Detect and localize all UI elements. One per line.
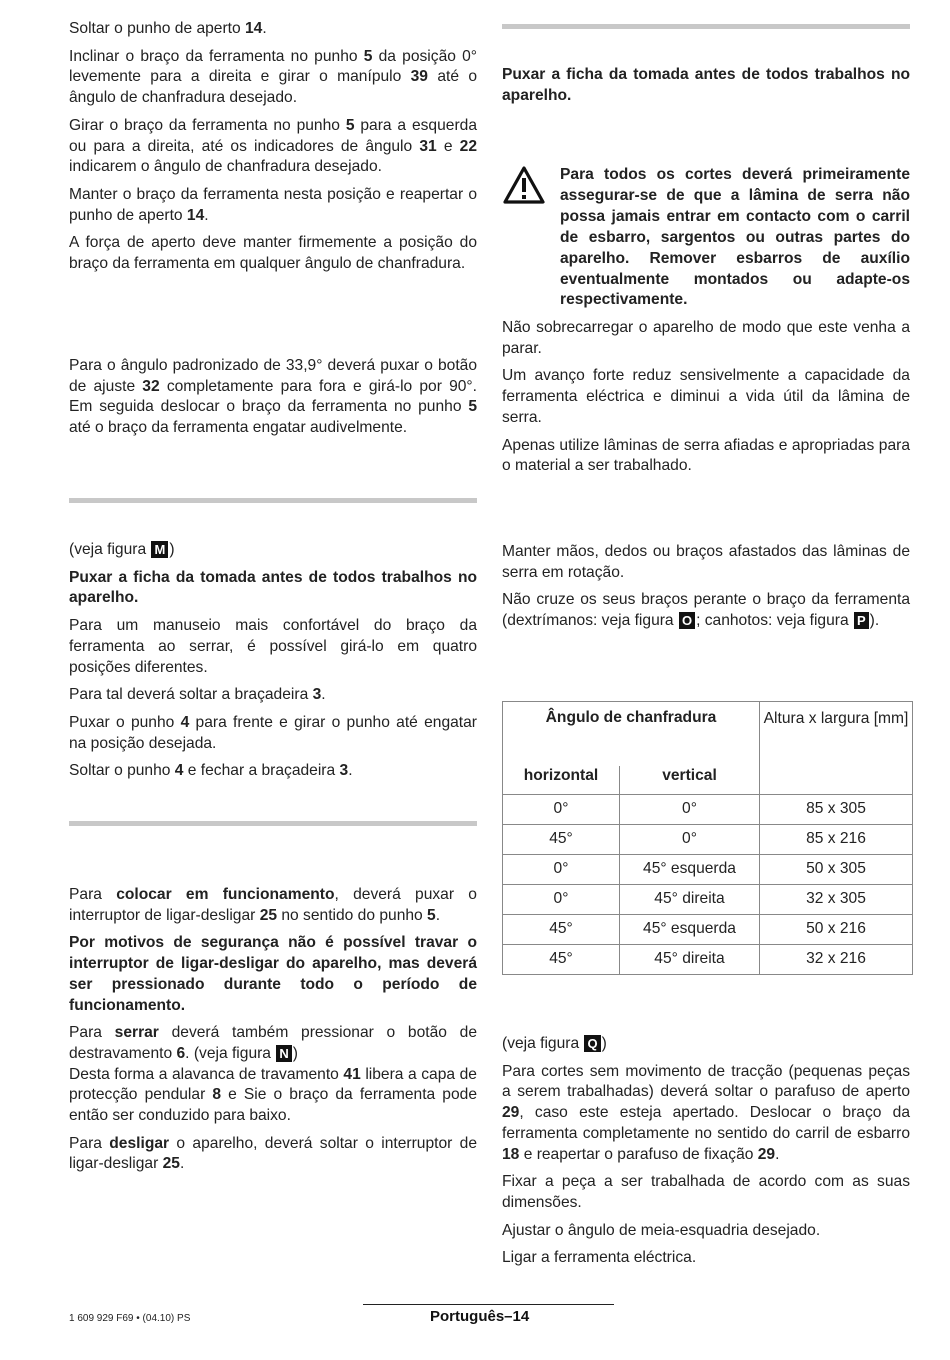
paragraph xyxy=(69,713,477,754)
bold-text: 4 xyxy=(174,762,184,780)
paragraph xyxy=(69,1023,477,1127)
left-block-posicao-punho xyxy=(69,540,477,789)
text-run: . xyxy=(435,906,441,924)
table-row xyxy=(503,885,913,915)
paragraph xyxy=(69,685,477,706)
cell-size: 50 x 216 xyxy=(760,915,913,945)
bold-text: desligar xyxy=(109,1134,170,1152)
text-run: ) xyxy=(169,541,175,558)
paragraph xyxy=(69,116,477,178)
text-run: deverá também pressionar o botão de destravamento xyxy=(69,1024,477,1062)
figure-reference-badge: N xyxy=(276,1045,291,1062)
paragraph xyxy=(69,616,477,678)
bold-text: 18 xyxy=(502,1145,520,1163)
text-run: Manter o braço da ferramenta nesta posição e reapertar o punho de aperto xyxy=(69,185,477,224)
text-run: Para cortes sem movimento de tracção (pequenas peças a serem trabalhadas) deverá soltar o parafuso de aperto xyxy=(502,1062,910,1101)
text-run: . xyxy=(262,20,267,37)
cell-vertical: 45° direita xyxy=(620,945,760,975)
text-run: e fechar a braçadeira xyxy=(183,762,340,780)
text-run: e xyxy=(436,137,460,155)
paragraph xyxy=(502,65,910,106)
text-run: , deverá puxar o interruptor de ligar-desligar xyxy=(69,886,477,924)
bold-text: 25 xyxy=(259,906,278,924)
paragraph xyxy=(69,885,477,926)
bold-text: colocar em funcionamento xyxy=(116,886,335,903)
bold-text: 39 xyxy=(410,68,428,86)
text-run: (veja figura xyxy=(502,1035,584,1052)
cell-vertical: 0° xyxy=(620,795,760,825)
text-run: ). xyxy=(869,612,880,630)
footer-rule xyxy=(363,1304,614,1305)
bold-text: 5 xyxy=(345,116,355,134)
text-run: (veja figura xyxy=(69,541,151,558)
paragraph xyxy=(69,356,477,439)
left-block-funcionamento xyxy=(69,885,477,1182)
text-run: Para tal deverá soltar a braçadeira xyxy=(69,686,313,704)
text-run: para a esquerda ou para a direita, até os indicadores de ângulo xyxy=(69,116,477,155)
table-header-horizontal: horizontal xyxy=(503,766,620,795)
right-block-ficha xyxy=(502,65,910,113)
bold-text: 5 xyxy=(363,47,373,65)
text-run: Girar o braço da ferramenta no punho xyxy=(69,116,346,134)
capacity-table xyxy=(502,701,913,975)
text-run: Para xyxy=(69,886,117,903)
bold-text: 29 xyxy=(757,1145,776,1163)
text-run: e reapertar o parafuso de fixação xyxy=(519,1145,758,1163)
cell-horizontal: 0° xyxy=(503,885,620,915)
table-header-size-text: Altura x largura [mm] xyxy=(763,710,909,727)
text-run: Não cruze os seus braços perante o braço da ferramenta (dextrímanos: veja figura xyxy=(502,591,910,630)
bold-text: 22 xyxy=(459,137,478,155)
cell-horizontal: 0° xyxy=(503,795,620,825)
bold-text: 5 xyxy=(468,398,477,416)
paragraph xyxy=(502,366,910,428)
text-run: libera a capa de protecção pendular xyxy=(69,1065,477,1104)
text-run: Ajustar o ângulo de meia-esquadria desejado. xyxy=(502,1221,821,1239)
text-run: Apenas utilize lâminas de serra afiadas e apropriadas para o material a ser trabalhado. xyxy=(502,436,910,475)
table-row xyxy=(503,795,913,825)
bold-text: 5 xyxy=(427,906,436,924)
text-run: Soltar o punho de aperto xyxy=(69,20,245,37)
section-divider xyxy=(69,498,477,503)
bold-text: 25 xyxy=(162,1155,180,1173)
table-body xyxy=(503,795,913,975)
bold-text: 6 xyxy=(176,1044,186,1062)
text-run: Soltar o punho xyxy=(69,762,175,780)
cell-horizontal: 45° xyxy=(503,825,620,855)
table-header-vertical: vertical xyxy=(620,766,760,795)
text-run: Manter mãos, dedos ou braços afastados das lâminas de serra em rotação. xyxy=(502,543,910,581)
table-header-size xyxy=(760,702,913,795)
bold-text: 8 xyxy=(212,1086,222,1104)
warning-triangle-icon xyxy=(502,165,546,205)
bold-text: 14 xyxy=(245,20,263,37)
text-run: Fixar a peça a ser trabalhada de acordo com as suas dimensões. xyxy=(502,1173,910,1211)
bold-text: 32 xyxy=(142,377,160,395)
text-run: ) xyxy=(601,1035,607,1052)
cell-horizontal: 0° xyxy=(503,855,620,885)
paragraph xyxy=(502,1221,910,1242)
right-block-cortes xyxy=(502,1034,910,1276)
table-row xyxy=(503,945,913,975)
text-run: até o braço da ferramenta engatar audivelmente. xyxy=(69,419,408,437)
bold-text: 31 xyxy=(419,137,437,155)
text-run: . xyxy=(348,762,353,780)
bold-text: 3 xyxy=(339,762,349,780)
paragraph xyxy=(69,19,477,40)
paragraph xyxy=(502,1172,910,1213)
paragraph xyxy=(502,542,910,583)
bold-text: 4 xyxy=(180,713,190,731)
bold-text: 3 xyxy=(312,686,322,704)
cell-vertical: 45° esquerda xyxy=(620,855,760,885)
cell-size: 85 x 305 xyxy=(760,795,913,825)
cell-vertical: 45° esquerda xyxy=(620,915,760,945)
left-block-angulo-padronizado xyxy=(69,356,477,446)
paragraph xyxy=(69,540,477,561)
paragraph xyxy=(502,318,910,359)
text-run: até o ângulo de chanfradura desejado. xyxy=(69,68,477,107)
left-block-chanfradura xyxy=(69,19,477,282)
paragraph xyxy=(69,185,477,226)
footer-page-number: Português–14 xyxy=(430,1308,530,1325)
text-run: ) xyxy=(292,1044,298,1062)
warning-block xyxy=(502,165,910,315)
cell-horizontal: 45° xyxy=(503,945,620,975)
text-run: . xyxy=(775,1145,780,1163)
text-run: Um avanço forte reduz sensivelmente a capacidade da ferramenta eléctrica e diminui a vida útil da lâmina de serra. xyxy=(502,367,910,426)
paragraph xyxy=(502,590,910,631)
cell-size: 32 x 216 xyxy=(760,945,913,975)
text-run: e Sie o braço da ferramenta pode então ser conduzido para baixo. xyxy=(69,1086,478,1125)
table-header-group: Ângulo de chanfradura xyxy=(503,702,760,767)
text-run: A força de aperto deve manter firmemente a posição do braço da ferramenta em qualquer ângulo de chanfradura. xyxy=(69,234,477,273)
text-run: ; canhotos: veja figura xyxy=(696,612,853,630)
paragraph xyxy=(502,436,910,477)
section-divider xyxy=(69,821,477,826)
figure-reference-badge: O xyxy=(679,612,695,629)
text-run: Inclinar o braço da ferramenta no punho xyxy=(69,47,364,65)
bold-text: 29 xyxy=(502,1104,520,1122)
text-run: para frente e girar o punho até engatar na posição desejada. xyxy=(69,713,477,752)
section-divider xyxy=(502,24,910,29)
paragraph xyxy=(69,933,477,1016)
paragraph xyxy=(69,568,477,609)
text-run: completamente para fora e girá-lo por 90°. Em seguida deslocar o braço da ferramenta no punho xyxy=(69,377,477,416)
cell-size: 32 x 305 xyxy=(760,885,913,915)
figure-reference-badge: Q xyxy=(584,1035,600,1052)
text-run: Para xyxy=(69,1024,115,1042)
paragraph xyxy=(69,233,477,274)
bold-text: 14 xyxy=(186,206,205,224)
bold-text: 41 xyxy=(343,1065,361,1083)
text-run: . xyxy=(179,1155,185,1173)
bold-text: Por motivos de segurança não é possível travar o interruptor de ligar-desligar do aparelho, mas deverá ser pressionado durante todo o período de funcionamento. xyxy=(69,934,477,1014)
right-block-instrucoes xyxy=(502,318,910,484)
text-run: da posição 0° levemente para a direita e girar o manípulo xyxy=(69,47,478,86)
warning-text: Para todos os cortes deverá primeiramente assegurar-se de que a lâmina de serra não possa jamais entrar em contacto com o carril de esbarro, sargentos ou outras partes do aparelho. Remover esbarros de auxílio eventualmente montados ou adapte-os respectivamente. xyxy=(560,166,910,309)
text-run: , caso este esteja apertado. Deslocar o braço da ferramenta completamente no sentido do carril de esbarro xyxy=(502,1104,910,1142)
text-run: Para um manuseio mais confortável do braço da ferramenta ao serrar, é possível girá-lo em quatro posições diferentes. xyxy=(69,617,477,676)
right-block-seguranca xyxy=(502,542,910,639)
cell-vertical: 45° direita xyxy=(620,885,760,915)
cell-size: 50 x 305 xyxy=(760,855,913,885)
text-run: indicarem o ângulo de chanfradura desejado. xyxy=(69,158,382,176)
paragraph xyxy=(69,47,477,109)
text-run: Não sobrecarregar o aparelho de modo que este venha a parar. xyxy=(502,319,910,357)
text-run: . (veja figura xyxy=(185,1044,276,1062)
paragraph xyxy=(502,1034,910,1055)
table-row xyxy=(503,825,913,855)
text-run: . xyxy=(204,206,209,224)
footer-document-code: 1 609 929 F69 • (04.10) PS xyxy=(69,1313,191,1324)
paragraph xyxy=(69,761,477,782)
text-run: Para o ângulo padronizado de 33,9° deverá puxar o botão de ajuste xyxy=(69,357,477,395)
text-run: Desta forma a alavanca de travamento xyxy=(69,1065,344,1083)
cell-size: 85 x 216 xyxy=(760,825,913,855)
text-run: no sentido do punho xyxy=(277,906,428,924)
text-run: Para xyxy=(69,1134,110,1152)
bold-text: Puxar a ficha da tomada antes de todos trabalhos no aparelho. xyxy=(502,66,910,104)
paragraph xyxy=(502,1062,910,1166)
table-row xyxy=(503,915,913,945)
figure-reference-badge: P xyxy=(854,612,869,629)
bold-text: Puxar a ficha da tomada antes de todos trabalhos no aparelho. xyxy=(69,568,477,607)
paragraph xyxy=(69,1134,477,1175)
text-run: Puxar o punho xyxy=(69,713,181,731)
text-run: Ligar a ferramenta eléctrica. xyxy=(502,1249,697,1267)
bold-text: serrar xyxy=(114,1024,159,1042)
cell-vertical: 0° xyxy=(620,825,760,855)
table-row xyxy=(503,855,913,885)
figure-reference-badge: M xyxy=(151,541,168,558)
text-run: o aparelho, deverá soltar o interruptor de ligar-desligar xyxy=(69,1134,477,1173)
paragraph xyxy=(502,1248,910,1269)
cell-horizontal: 45° xyxy=(503,915,620,945)
text-run: . xyxy=(321,686,326,704)
